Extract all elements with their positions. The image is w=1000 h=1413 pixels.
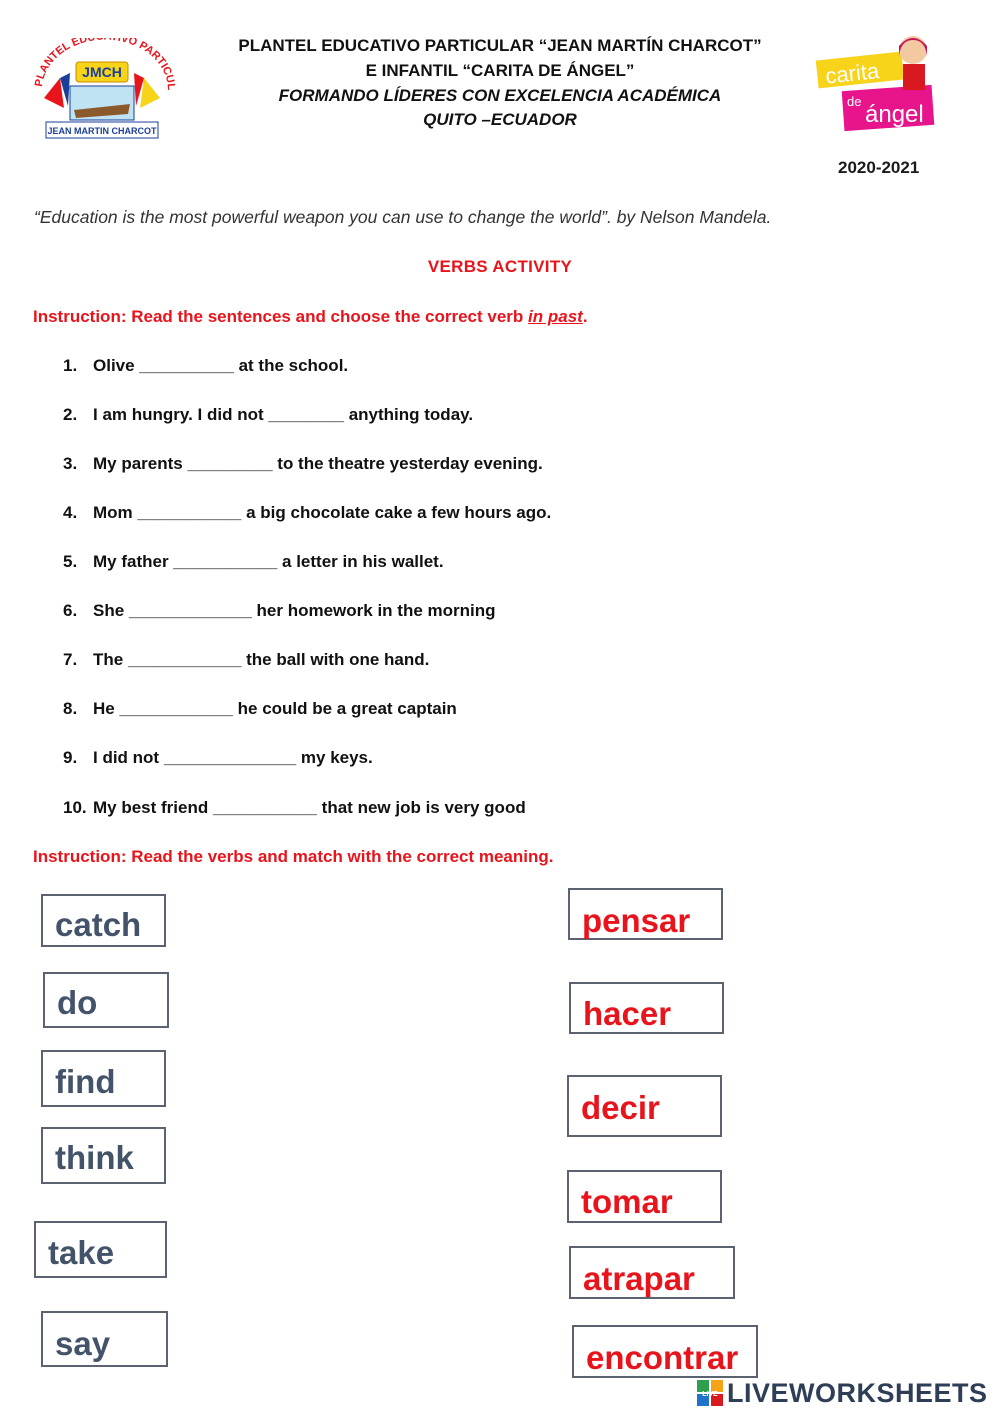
liveworksheets-text: LIVEWORKSHEETS: [727, 1377, 988, 1408]
verb-box-catch[interactable]: catch: [41, 894, 166, 947]
sentence-text: Olive __________ at the school.: [93, 356, 349, 375]
sentence-text: I am hungry. I did not ________ anything today.: [93, 405, 474, 424]
sentence-number: 10.: [63, 798, 87, 817]
sentence-4: [63, 503, 551, 523]
sentence-number: 5.: [63, 552, 78, 571]
sentence-text: The ____________ the ball with one hand.: [93, 650, 430, 669]
meaning-box-hacer[interactable]: hacer: [569, 982, 724, 1034]
sentence-10: [63, 798, 526, 818]
carita-de-angel-logo: [813, 30, 943, 135]
sentence-3: [63, 454, 543, 474]
header-line-3: FORMANDO LÍDERES CON EXCELENCIA ACADÉMICA: [278, 86, 722, 105]
meaning-box-encontrar[interactable]: encontrar: [572, 1325, 758, 1378]
liveworksheets-watermark: [697, 1378, 988, 1408]
sentence-text: Mom ___________ a big chocolate cake a few hours ago.: [93, 503, 552, 522]
verb-box-take[interactable]: take: [34, 1221, 167, 1278]
quote: “Education is the most powerful weapon you can use to change the world”. by Nelson Mandela.: [34, 207, 772, 227]
svg-text:de: de: [847, 94, 862, 109]
verb-box-find[interactable]: find: [41, 1050, 166, 1107]
sentence-number: 4.: [63, 503, 78, 522]
sentence-number: 1.: [63, 356, 78, 375]
svg-text:carita: carita: [824, 58, 881, 89]
meaning-box-tomar[interactable]: tomar: [567, 1170, 722, 1223]
sentence-number: 9.: [63, 748, 78, 767]
sentence-6: [63, 601, 496, 621]
school-logo: [30, 38, 175, 143]
meaning-box-atrapar[interactable]: atrapar: [569, 1246, 735, 1299]
verb-box-do[interactable]: do: [43, 972, 169, 1028]
meaning-box-pensar[interactable]: pensar: [568, 888, 723, 940]
school-year: 2020-2021: [838, 158, 920, 177]
sentence-text: My parents _________ to the theatre yesterday evening.: [93, 454, 543, 473]
sentence-number: 2.: [63, 405, 78, 424]
activity-title: VERBS ACTIVITY: [427, 257, 573, 276]
svg-text:ángel: ángel: [865, 101, 924, 128]
sentence-text: My best friend ___________ that new job is very good: [93, 798, 526, 817]
instruction-1-text: Instruction: Read the sentences and choose the correct verb: [33, 307, 529, 326]
meaning-box-decir[interactable]: decir: [567, 1075, 722, 1137]
sentence-text: He ____________ he could be a great captain: [93, 699, 457, 718]
sentence-number: 7.: [63, 650, 78, 669]
sentence-1: [63, 356, 348, 376]
sentence-8: [63, 699, 457, 719]
sentence-text: I did not ______________ my keys.: [93, 748, 373, 767]
sentence-7: [63, 650, 429, 670]
header-line-1: PLANTEL EDUCATIVO PARTICULAR “JEAN MARTÍN CHARCOT”: [238, 36, 762, 55]
instruction-2: Instruction: Read the verbs and match with the correct meaning.: [33, 847, 554, 866]
sentence-number: 6.: [63, 601, 78, 620]
svg-text:JEAN MARTIN CHARCOT: JEAN MARTIN CHARCOT: [47, 126, 157, 136]
sentence-text: She _____________ her homework in the morning: [93, 601, 496, 620]
sentence-number: 3.: [63, 454, 78, 473]
sentence-5: [63, 552, 444, 572]
sentence-9: [63, 748, 373, 768]
sentence-number: 8.: [63, 699, 78, 718]
instruction-1: [33, 307, 588, 327]
header-line-4: QUITO –ECUADOR: [423, 110, 577, 129]
svg-text:JMCH: JMCH: [82, 64, 122, 80]
verb-box-say[interactable]: say: [41, 1311, 168, 1367]
verb-box-think[interactable]: think: [41, 1127, 166, 1184]
header-line-2: E INFANTIL “CARITA DE ÁNGEL”: [365, 61, 635, 80]
sentence-2: [63, 405, 473, 425]
svg-text:PLANTEL EDUCATIVO PARTICULAR: PLANTEL ED VO PARTIC: [33, 38, 174, 88]
svg-text:LIVE: LIVE: [702, 1391, 718, 1398]
instruction-1-end: .: [582, 307, 588, 326]
instruction-1-emphasis: in past: [528, 307, 583, 326]
liveworksheets-icon: [697, 1380, 723, 1406]
sentence-text: My father ___________ a letter in his wallet.: [93, 552, 444, 571]
